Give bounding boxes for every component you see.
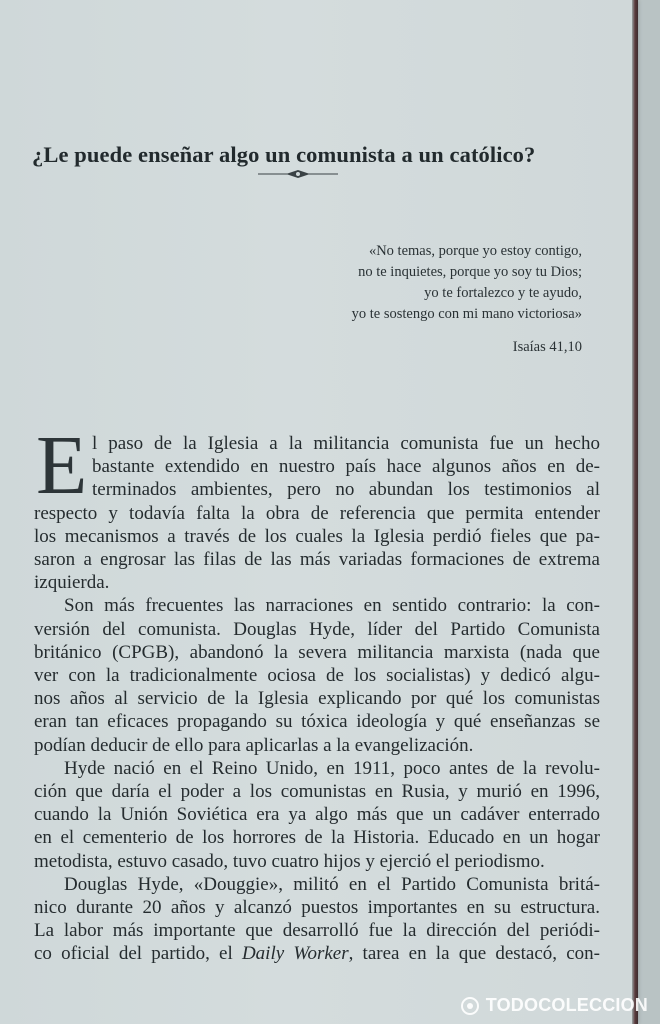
text-line: en el cementerio de los horrores de la Historia. Educado en un hogar: [34, 827, 600, 849]
text-line: respecto y todavía falta la obra de referencia que permita entender: [34, 502, 600, 524]
body-text: [34, 432, 600, 966]
text-line: cuando la Unión Soviética era ya algo más que un cadáver enterrado: [34, 804, 600, 826]
text-line: izquierda.: [34, 572, 110, 594]
text-line: nico durante 20 años y alcanzó puestos importantes en su estructura.: [34, 897, 600, 919]
text-line: ción que daría el poder a los comunistas en Rusia, y murió en 1996,: [34, 781, 600, 803]
page-edge: [632, 0, 638, 1024]
epigraph-source: Isaías 41,10: [512, 339, 582, 355]
paragraph: [34, 432, 600, 594]
text-line: l paso de la Iglesia a la militancia comunista fue un hecho: [92, 433, 600, 454]
title-ornament: [258, 168, 338, 180]
watermark-logo-icon: [460, 996, 480, 1016]
watermark-text: TODOCOLECCION: [485, 995, 648, 1015]
paragraph: [34, 873, 600, 966]
text-line: británico (CPGB), abandonó la severa militancia marxista (nada que: [34, 641, 600, 663]
epigraph-line: yo te fortalezco y te ayudo,: [424, 285, 582, 301]
text-line: bastante extendido en nuestro país hace algunos años en de-: [92, 456, 600, 478]
text-line: [34, 942, 600, 965]
text-line: ver con la tradicionalmente ociosa de los socialistas) y dedicó algu-: [34, 665, 600, 687]
text-segment: , tarea en la que destacó, con-: [348, 943, 601, 965]
text-line: versión del comunista. Douglas Hyde, líder del Partido Comunista: [34, 618, 600, 640]
text-line: Hyde nació en el Reino Unido, en 1911, poco antes de la revolu-: [64, 757, 600, 779]
text-line: eran tan eficaces propagando su tóxica ideología y qué enseñanzas se: [34, 711, 600, 733]
text-line: saron a engrosar las filas de las más variadas formaciones de extrema: [34, 549, 600, 571]
drop-cap: E: [36, 419, 88, 512]
chapter-title: ¿Le puede enseñar algo un comunista a un católico?: [32, 142, 536, 168]
text-line: La labor más importante que desarrolló fue la dirección del periódi-: [34, 920, 600, 942]
paragraph: [34, 594, 600, 756]
text-line: Douglas Hyde, «Douggie», militó en el Partido Comunista britá-: [64, 873, 600, 895]
epigraph-line: no te inquietes, porque yo soy tu Dios;: [358, 264, 582, 280]
text-line: podían deducir de ello para aplicarlas a la evangelización.: [34, 734, 474, 756]
newspaper-title: Daily Worker: [241, 943, 349, 965]
epigraph: [352, 241, 582, 358]
epigraph-line: «No temas, porque yo estoy contigo,: [368, 243, 582, 259]
text-line: terminados ambientes, pero no abundan los testimonios al: [92, 479, 600, 501]
text-line: los mecanismos a través de los cuales la Iglesia perdió fieles que pa-: [34, 525, 600, 547]
text-line: Son más frecuentes las narraciones en sentido contrario: la con-: [64, 595, 600, 617]
text-line: nos años al servicio de la Iglesia explicando por qué los comunistas: [34, 688, 600, 710]
text-segment: co oficial del partido, el: [34, 943, 242, 965]
paragraph: [34, 757, 600, 873]
text-line: metodista, estuvo casado, tuvo cuatro hijos y ejerció el periodismo.: [34, 850, 545, 872]
epigraph-line: yo te sostengo con mi mano victoriosa»: [351, 306, 582, 322]
bleed-through: [40, 58, 610, 84]
watermark: [460, 995, 648, 1016]
